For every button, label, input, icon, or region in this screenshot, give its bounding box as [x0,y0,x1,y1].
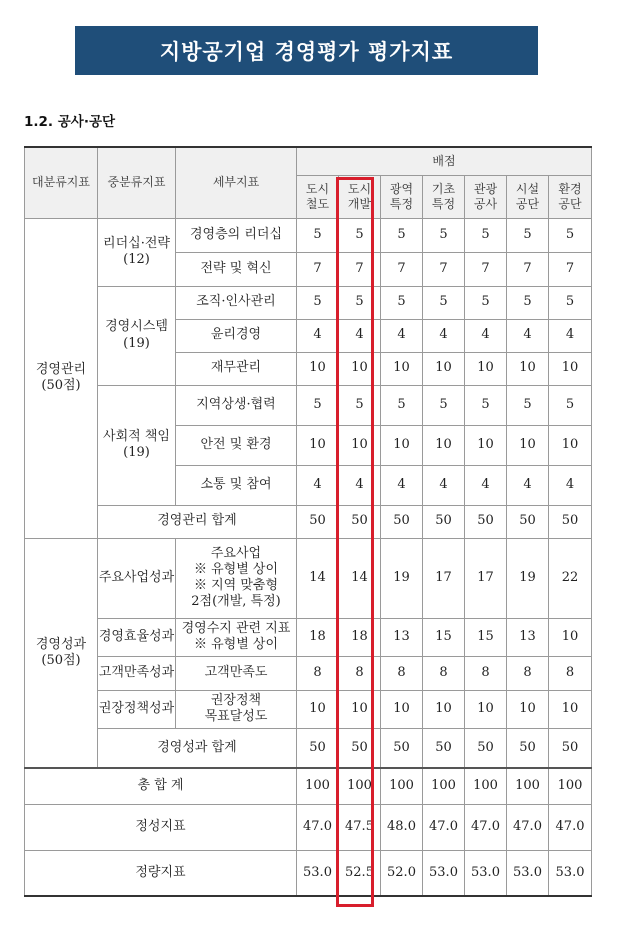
score-cell: 4 [339,465,381,505]
score-cell: 10 [339,425,381,465]
middle-category: 권장정책성과 [98,690,176,728]
detail-indicator: 소통 및 참여 [176,465,297,505]
score-cell: 10 [339,352,381,385]
score-cell: 50 [549,728,592,768]
table-row [25,618,592,656]
major-category: 경영관리 (50점) [25,218,98,538]
detail-indicator: 윤리경영 [176,319,297,352]
subtotal-label: 경영관리 합계 [98,505,297,538]
score-cell: 10 [549,618,592,656]
table-row [25,385,592,425]
middle-category: 경영효율성과 [98,618,176,656]
header-middle: 중분류지표 [98,147,176,218]
evaluation-table [24,146,592,897]
total-label: 총 합 계 [25,768,297,804]
table-row [25,505,592,538]
score-cell: 4 [549,465,592,505]
score-cell: 5 [381,218,423,252]
score-cell: 17 [465,538,507,618]
score-cell: 8 [423,656,465,690]
score-cell: 8 [549,656,592,690]
score-cell: 100 [549,768,592,804]
score-cell: 10 [465,425,507,465]
header-major: 대분류지표 [25,147,98,218]
score-cell: 10 [297,425,339,465]
score-cell: 52.5 [339,850,381,896]
score-cell: 22 [549,538,592,618]
header-detail: 세부지표 [176,147,297,218]
score-cell: 7 [339,252,381,286]
detail-indicator: 주요사업 ※ 유형별 상이 ※ 지역 맞춤형 2점(개발, 특정) [176,538,297,618]
score-cell: 52.0 [381,850,423,896]
score-cell: 53.0 [465,850,507,896]
table-row [25,768,592,804]
score-cell: 4 [339,319,381,352]
score-cell: 19 [381,538,423,618]
score-cell: 10 [465,352,507,385]
header-org: 관광 공사 [465,175,507,218]
score-cell: 5 [423,286,465,319]
score-cell: 4 [423,319,465,352]
score-cell: 10 [465,690,507,728]
detail-indicator: 권장정책 목표달성도 [176,690,297,728]
score-cell: 7 [423,252,465,286]
score-cell: 5 [549,385,592,425]
score-cell: 4 [465,465,507,505]
score-cell: 10 [339,690,381,728]
score-cell: 5 [507,286,549,319]
score-cell: 7 [381,252,423,286]
detail-indicator: 안전 및 환경 [176,425,297,465]
score-cell: 7 [297,252,339,286]
score-cell: 10 [507,352,549,385]
score-cell: 10 [423,690,465,728]
score-cell: 10 [423,352,465,385]
header-row-1 [25,147,592,175]
score-cell: 5 [339,286,381,319]
detail-indicator: 고객만족도 [176,656,297,690]
score-cell: 53.0 [423,850,465,896]
score-cell: 53.0 [297,850,339,896]
score-cell: 7 [465,252,507,286]
score-cell: 5 [339,385,381,425]
header-org: 광역 특정 [381,175,423,218]
header-score: 배점 [297,147,592,175]
score-cell: 10 [381,690,423,728]
score-cell: 5 [297,385,339,425]
score-cell: 47.0 [507,804,549,850]
score-cell: 10 [297,352,339,385]
score-cell: 50 [465,728,507,768]
table-row [25,286,592,319]
score-cell: 10 [549,425,592,465]
score-cell: 53.0 [507,850,549,896]
middle-category: 리더십·전략 (12) [98,218,176,286]
score-cell: 10 [423,425,465,465]
detail-indicator: 경영수지 관련 지표 ※ 유형별 상이 [176,618,297,656]
score-cell: 8 [507,656,549,690]
score-cell: 50 [507,728,549,768]
score-cell: 5 [507,385,549,425]
score-cell: 47.0 [465,804,507,850]
score-cell: 5 [297,218,339,252]
score-cell: 4 [465,319,507,352]
score-cell: 10 [507,425,549,465]
header-org: 도시 개발 [339,175,381,218]
detail-indicator: 재무관리 [176,352,297,385]
score-cell: 5 [465,286,507,319]
score-cell: 18 [339,618,381,656]
score-cell: 5 [465,218,507,252]
page-title-banner [75,26,538,75]
score-cell: 13 [507,618,549,656]
table-row [25,850,592,896]
score-cell: 50 [549,505,592,538]
score-cell: 47.0 [423,804,465,850]
score-cell: 4 [549,319,592,352]
detail-indicator: 조직·인사관리 [176,286,297,319]
page-title: 지방공기업 경영평가 평가지표 [159,39,454,64]
score-cell: 100 [339,768,381,804]
score-cell: 4 [297,319,339,352]
table-row [25,690,592,728]
score-cell: 100 [297,768,339,804]
score-cell: 5 [549,286,592,319]
middle-category: 주요사업성과 [98,538,176,618]
major-category: 경영성과 (50점) [25,538,98,768]
score-cell: 8 [381,656,423,690]
score-cell: 14 [297,538,339,618]
score-cell: 8 [339,656,381,690]
score-cell: 10 [549,690,592,728]
score-cell: 5 [507,218,549,252]
score-cell: 7 [507,252,549,286]
score-cell: 5 [423,218,465,252]
total-label: 정성지표 [25,804,297,850]
score-cell: 4 [381,465,423,505]
score-cell: 48.0 [381,804,423,850]
table-row [25,656,592,690]
score-cell: 4 [423,465,465,505]
score-cell: 100 [507,768,549,804]
score-cell: 19 [507,538,549,618]
score-cell: 10 [297,690,339,728]
detail-indicator: 지역상생·협력 [176,385,297,425]
score-cell: 18 [297,618,339,656]
header-org: 시설 공단 [507,175,549,218]
detail-indicator: 경영층의 리더십 [176,218,297,252]
score-cell: 50 [381,505,423,538]
middle-category: 고객만족성과 [98,656,176,690]
score-cell: 5 [297,286,339,319]
score-cell: 4 [297,465,339,505]
score-cell: 100 [423,768,465,804]
score-cell: 53.0 [549,850,592,896]
score-cell: 10 [381,425,423,465]
table-row [25,538,592,618]
score-cell: 4 [507,465,549,505]
score-cell: 50 [297,728,339,768]
header-org: 기초 특정 [423,175,465,218]
score-cell: 7 [549,252,592,286]
score-cell: 50 [339,728,381,768]
score-cell: 10 [549,352,592,385]
detail-indicator: 전략 및 혁신 [176,252,297,286]
score-cell: 50 [381,728,423,768]
score-cell: 47.0 [549,804,592,850]
score-cell: 5 [381,286,423,319]
section-heading: 1.2. 공사·공단 [24,114,116,130]
score-cell: 14 [339,538,381,618]
score-cell: 50 [423,505,465,538]
score-cell: 15 [423,618,465,656]
score-cell: 5 [423,385,465,425]
score-cell: 13 [381,618,423,656]
score-cell: 100 [381,768,423,804]
score-cell: 5 [381,385,423,425]
table-row [25,218,592,252]
score-cell: 47.0 [297,804,339,850]
score-cell: 10 [507,690,549,728]
header-org: 환경 공단 [549,175,592,218]
score-cell: 47.5 [339,804,381,850]
score-cell: 50 [297,505,339,538]
score-cell: 8 [297,656,339,690]
subtotal-label: 경영성과 합계 [98,728,297,768]
score-cell: 15 [465,618,507,656]
score-cell: 10 [381,352,423,385]
score-cell: 50 [507,505,549,538]
score-cell: 50 [465,505,507,538]
score-cell: 50 [339,505,381,538]
score-cell: 5 [549,218,592,252]
table-row [25,728,592,768]
score-cell: 4 [507,319,549,352]
score-cell: 8 [465,656,507,690]
score-cell: 50 [423,728,465,768]
middle-category: 경영시스템 (19) [98,286,176,385]
score-cell: 100 [465,768,507,804]
score-cell: 4 [381,319,423,352]
middle-category: 사회적 책임 (19) [98,385,176,505]
header-org: 도시 철도 [297,175,339,218]
score-cell: 17 [423,538,465,618]
score-cell: 5 [339,218,381,252]
total-label: 정량지표 [25,850,297,896]
table-row [25,804,592,850]
score-cell: 5 [465,385,507,425]
